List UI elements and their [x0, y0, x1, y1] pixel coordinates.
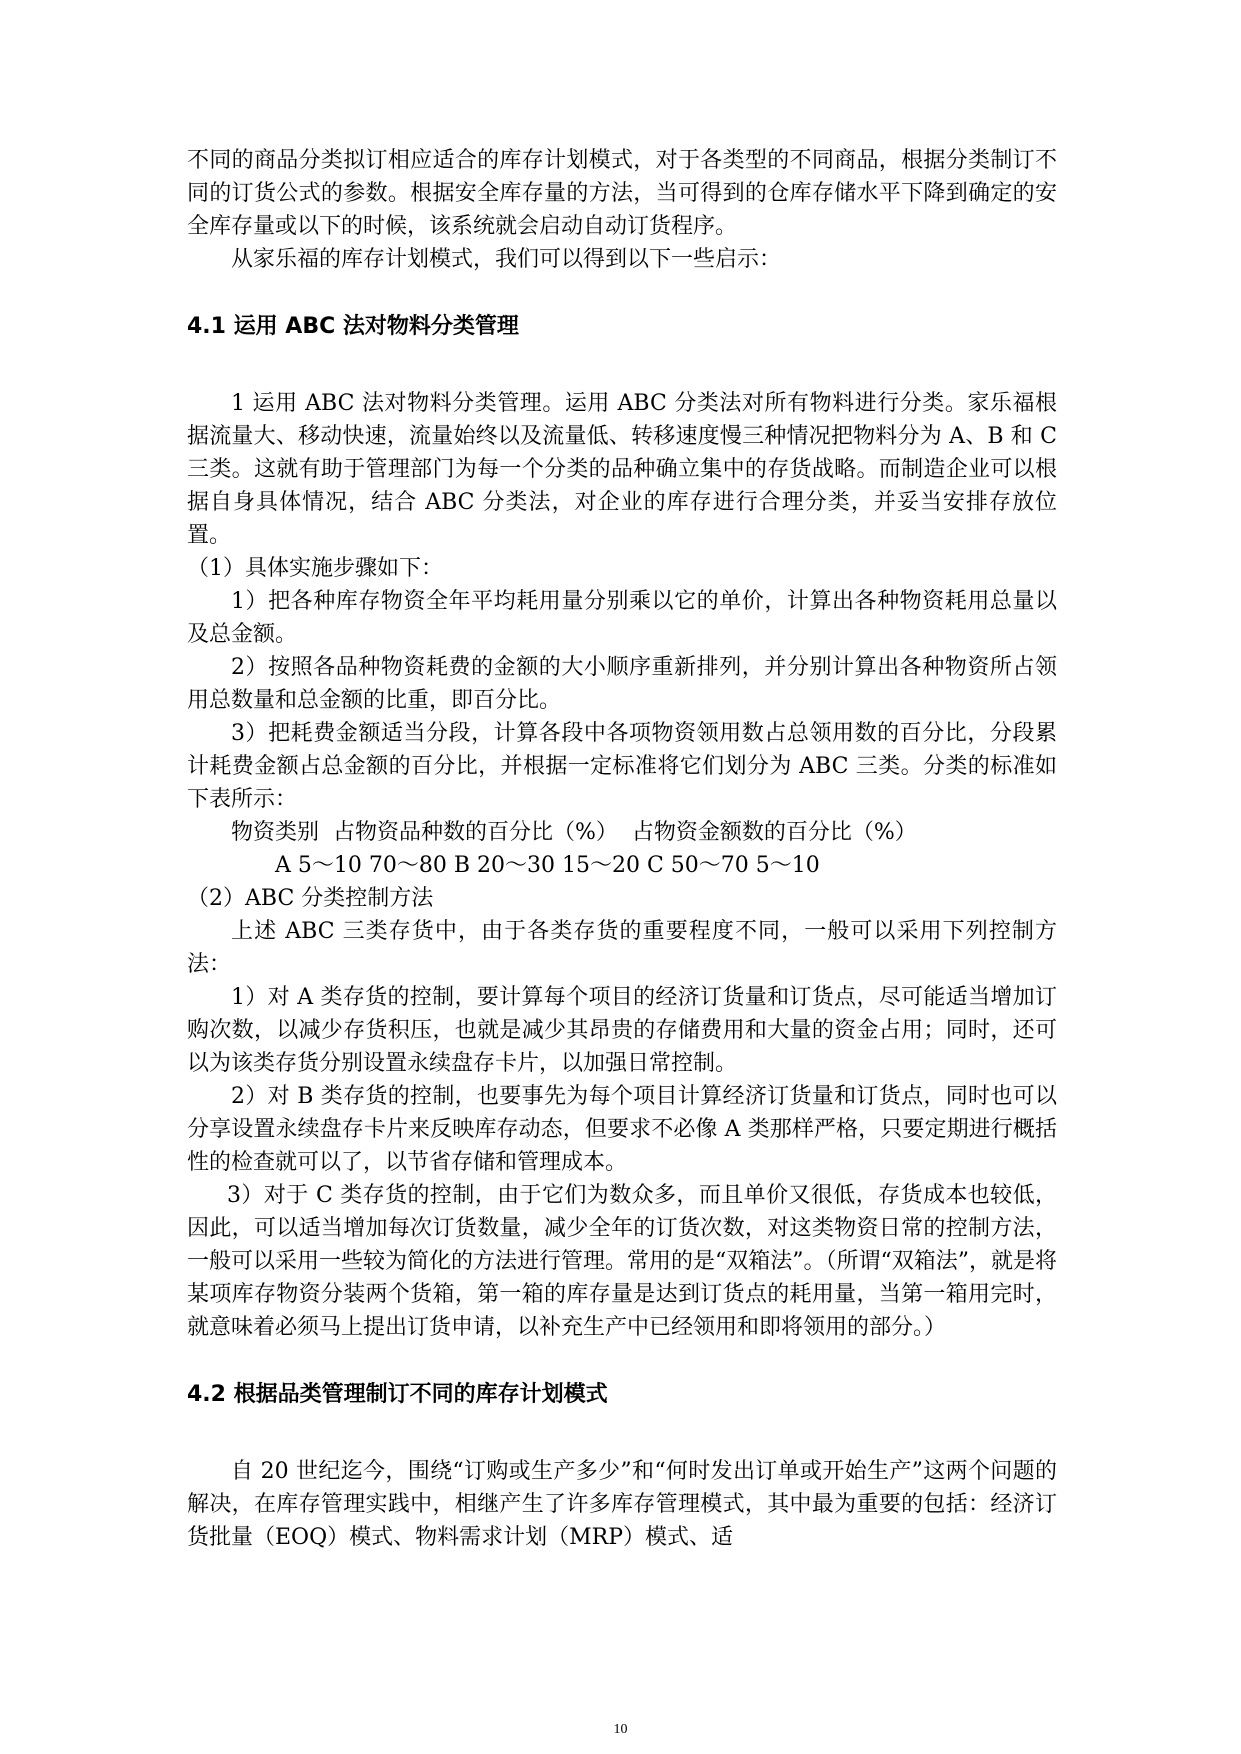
paragraph: 3）把耗费金额适当分段，计算各段中各项物资领用数占总领用数的百分比，分段累计耗费金额占总金额的百分比，并根据一定标准将它们划分为 ABC 三类。分类的标准如下表所示：	[187, 721, 1057, 812]
paragraph: 1）对 A 类存货的控制，要计算每个项目的经济订货量和订货点，尽可能适当增加订购次数，以减少存货积压，也就是减少其昂贵的存储费用和大量的资金占用；同时，还可以为该类存货分别设置永续盘存卡片，以加强日常控制。	[187, 985, 1057, 1076]
paragraph: 自 20 世纪迄今，围绕“订购或生产多少”和“何时发出订单或开始生产”这两个问题的解决，在库存管理实践中，相继产生了许多库存管理模式，其中最为重要的包括：经济订货批量（EOQ）模式、物料需求计划（MRP）模式、适	[187, 1459, 1057, 1550]
paragraph: 2）按照各品种物资耗费的金额的大小顺序重新排列，并分别计算出各种物资所占领用总数量和总金额的比重，即百分比。	[187, 655, 1057, 713]
paragraph: （2）ABC 分类控制方法	[187, 886, 434, 911]
paragraph: （1）具体实施步骤如下：	[187, 556, 443, 581]
paragraph: 1）把各种库存物资全年平均耗用量分别乘以它的单价，计算出各种物资耗用总量以及总金额。	[187, 589, 1057, 647]
document-body	[187, 144, 1064, 1554]
paragraph: 3）对于 C 类存货的控制，由于它们为数众多，而且单价又很低，存货成本也较低，因此，可以适当增加每次订货数量，减少全年的订货次数，对这类物资日常的控制方法，一般可以采用一些较为简化的方法进行管理。常用的是“双箱法”。（所谓“双箱法”，就是将某项库存物资分装两个货箱，第一箱的库存量是达到订货点的耗用量，当第一箱用完时，就意味着必须马上提出订货申请，以补充生产中已经领用和即将领用的部分。）	[187, 1183, 1057, 1340]
section-heading: 4.2 根据品类管理制订不同的库存计划模式	[187, 1382, 608, 1407]
section-heading: 4.1 运用 ABC 法对物料分类管理	[187, 314, 519, 339]
paragraph: 上述 ABC 三类存货中，由于各类存货的重要程度不同，一般可以采用下列控制方法：	[187, 919, 1057, 977]
paragraph: 从家乐福的库存计划模式，我们可以得到以下一些启示：	[231, 247, 782, 272]
paragraph: A 5～10 70～80 B 20～30 15～20 C 50～70 5～10	[275, 853, 820, 878]
paragraph: 2）对 B 类存货的控制，也要事先为每个项目计算经济订货量和订货点，同时也可以分享设置永续盘存卡片来反映库存动态，但要求不必像 A 类那样严格，只要定期进行概括性的检查就可以了，以节省存储和管理成本。	[187, 1084, 1057, 1175]
paragraph: 不同的商品分类拟订相应适合的库存计划模式，对于各类型的不同商品，根据分类制订不同的订货公式的参数。根据安全库存量的方法，当可得到的仓库存储水平下降到确定的安全库存量或以下的时候，该系统就会启动自动订货程序。	[187, 148, 1057, 239]
paragraph: 1 运用 ABC 法对物料分类管理。运用 ABC 分类法对所有物料进行分类。家乐福根据流量大、移动快速，流量始终以及流量低、转移速度慢三种情况把物料分为 A、B 和 C 三类。这就有助于管理部门为每一个分类的品种确立集中的存货战略。而制造企业可以根据自身具体情况，结合 ABC 分类法，对企业的库存进行合理分类，并妥当安排存放位置。	[187, 391, 1064, 548]
paragraph: 物资类别 占物资品种数的百分比（%） 占物资金额数的百分比（%）	[231, 820, 917, 845]
page-number: 10	[613, 1722, 628, 1737]
